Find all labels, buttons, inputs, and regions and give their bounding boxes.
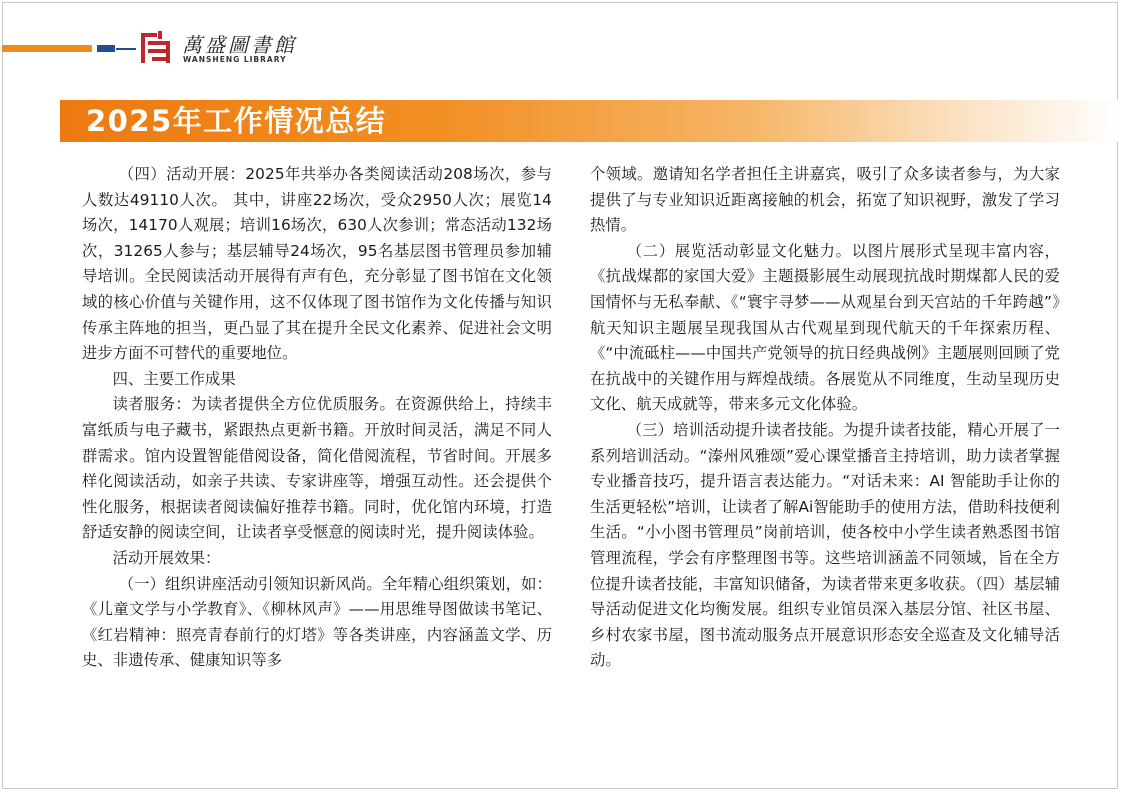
paragraph-exhibitions: （二）展览活动彰显文化魅力。以图片展形式呈现丰富内容，《抗战煤都的家国大爱》主题摄影展生动展现抗战时期煤都人民的爱国情怀与无私奉献、《“寰宇寻梦——从观星台到天宫站的千年跨越”》航天知识主题展呈现我国从古代观星到现代航天的千年探索历程、《“中流砥柱——中国共产党领导的抗日经典战例》主题展则回顾了党在抗战中的关键作用与辉煌战绩。各展览从不同维度，生动呈现历史文化、航天成就等，带来多元文化体验。 bbox=[590, 241, 1060, 414]
paragraph-training: （三）培训活动提升读者技能。为提升读者技能，精心开展了一系列培训活动。“溱州风雅颂”爱心课堂播音主持培训，助力读者掌握专业播音技巧，提升语言表达能力。“对话未来：AI 智能助手让你的生活更轻松”培训，让读者了解Ai智能助手的使用方法，借助科技便利生活。“小小图书管理员”岗前培训，使各校中小学生读者熟悉图书馆管理流程，学会有序整理图书等。这些培训涵盖不同领域，旨在全方位提升读者技能，丰富知识储备，为读者带来更多收获。（四）基层辅导活动促进文化均衡发展。组织专业馆员深入基层分馆、社区书屋、乡村农家书屋，图书流动服务点开展意识形态安全巡查及文化辅导活动。 bbox=[590, 420, 1060, 670]
paragraph-reader-service: 读者服务：为读者提供全方位优质服务。在资源供给上，持续丰富纸质与电子藏书，紧跟热点更新书籍。开放时间灵活，满足不同人群需求。馆内设置智能借阅设备，简化借阅流程，节省时间。开展多样化阅读活动，如亲子共读、专家讲座等，增强互动性。还会提供个性化服务，根据读者阅读偏好推荐书籍。同时，优化馆内环境，打造舒适安静的阅读空间，让读者享受惬意的阅读时光，提升阅读体验。 bbox=[82, 395, 552, 542]
paragraph-activities: （四）活动开展：2025年共举办各类阅读活动208场次，参与人数达49110人次。 其中，讲座22场次，受众2950人次；展览14场次，14170人观展；培训16场次，630人次参训；常态活动132场次，31265人参与；基层辅导24场次，95名基层图书管理员参加辅导培训。全民阅读活动开展得有声有色，充分彰显了图书馆在文化领域的核心价值与关键作用，这不仅体现了图书馆作为文化传播与知识传承主阵地的担当，更凸显了其在提升全民文化素养、促进社会文明进步方面不可替代的重要地位。 bbox=[82, 165, 552, 363]
header-orange-bar bbox=[2, 45, 92, 52]
left-column bbox=[82, 162, 552, 674]
header-blue-line bbox=[116, 48, 136, 50]
page-title: 2025年工作情况总结 bbox=[86, 104, 387, 138]
paragraph-lectures-continued: 个领域。邀请知名学者担任主讲嘉宾，吸引了众多读者参与，为大家提供了与专业知识近距离接触的机会，拓宽了知识视野，激发了学习热情。 bbox=[590, 165, 1060, 235]
right-column bbox=[590, 162, 1060, 674]
logo-chinese-name: 萬盛圖書館 bbox=[182, 33, 297, 57]
paragraph-lectures: （一）组织讲座活动引领知识新风尚。全年精心组织策划，如：《儿童文学与小学教育》、《柳林风声》——用思维导图做读书笔记、《红岩精神：照亮青春前行的灯塔》等各类讲座，内容涵盖文学、历史、非遗传承、健康知识等多 bbox=[82, 574, 552, 670]
header-blue-bar bbox=[97, 45, 115, 52]
subheading-activity-effects: 活动开展效果： bbox=[112, 548, 221, 567]
library-logo-icon bbox=[138, 27, 178, 67]
logo-english-name: WANSHENG LIBRARY bbox=[183, 55, 287, 64]
library-logo bbox=[138, 27, 308, 71]
section-heading-results: 四、主要工作成果 bbox=[112, 369, 236, 388]
